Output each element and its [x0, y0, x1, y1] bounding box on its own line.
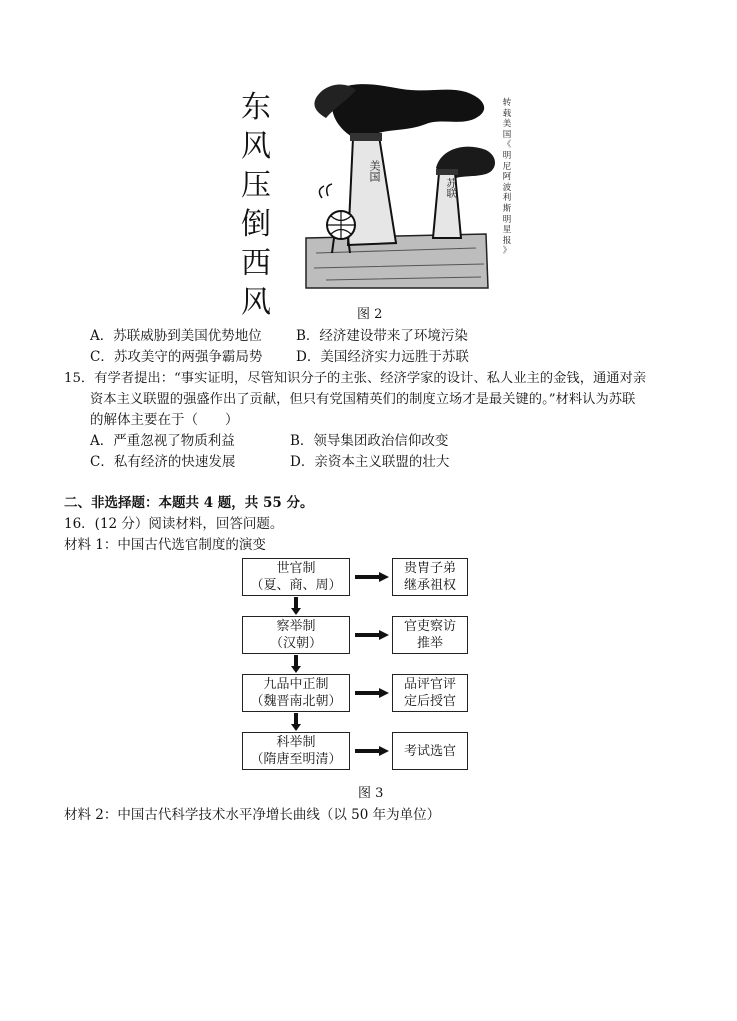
- q15-option-d: D．亲资本主义联盟的壮大: [290, 454, 450, 470]
- q15-option-c: C．私有经济的快速发展: [90, 454, 236, 470]
- source-char: 》: [502, 246, 512, 257]
- figure-3-caption: 图 3: [358, 786, 384, 801]
- ussr-chimney-label: 苏联: [444, 178, 455, 198]
- flow-right-line: 品评官评: [403, 677, 456, 692]
- flow-right-box-2: [392, 616, 468, 654]
- source-char: 阿: [502, 172, 512, 183]
- q16-stem: 16．(12 分）阅读材料，回答问题。: [64, 516, 284, 532]
- flow-left-era: （汉朝）: [269, 636, 322, 651]
- source-char: 《: [502, 140, 512, 151]
- cartoon-source: [500, 98, 514, 257]
- flow-right-arrow: [355, 572, 389, 582]
- figure-2-caption: 图 2: [357, 307, 383, 322]
- flow-left-box-4: [242, 732, 350, 770]
- flow-right-line: 官吏察访: [403, 619, 456, 634]
- q15-stem-line-1: 15．有学者提出：“事实证明，尽管知识分子的主张、经济学家的设计、私人业主的金钱，通通对亲: [64, 371, 647, 386]
- flow-down-arrow: [291, 713, 301, 731]
- source-char: 美: [502, 119, 512, 130]
- flow-right-box-4: [392, 732, 468, 770]
- title-char: 风: [241, 285, 271, 320]
- q15-stem-line-3: 的解体主要在于（ ）: [90, 412, 239, 428]
- flow-left-box-1: [242, 558, 350, 596]
- flow-left-box-2: [242, 616, 350, 654]
- source-char: 载: [502, 108, 512, 119]
- flow-right-arrow: [355, 630, 389, 640]
- title-char: 倒: [241, 207, 271, 242]
- source-char: 明: [502, 214, 512, 225]
- q15-option-b: B．领导集团政治信仰改变: [290, 433, 449, 449]
- q14-option-a: A．苏联威胁到美国优势地位: [90, 328, 262, 344]
- q14-option-c: C．苏攻美守的两强争霸局势: [90, 349, 263, 365]
- source-char: 转: [502, 98, 512, 108]
- source-char: 斯: [502, 203, 512, 214]
- cartoon-drawing: [236, 78, 522, 290]
- flow-right-line: 推举: [416, 636, 443, 651]
- flow-right-line: 考试选官: [403, 743, 456, 759]
- flow-right-arrow: [355, 746, 389, 756]
- flow-right-line: 贵胄子弟: [403, 561, 456, 576]
- section-2-heading: 二、非选择题：本题共 4 题，共 55 分。: [64, 495, 314, 511]
- q15-stem-line-2: 资本主义联盟的强盛作出了贡献，但只有党国精英们的制度立场才是最关键的。”材料认为苏联: [90, 392, 636, 407]
- flow-right-line: 继承祖权: [403, 578, 456, 593]
- flow-left-name: 九品中正制: [263, 677, 329, 692]
- source-char: 波: [502, 182, 512, 193]
- title-char: 压: [241, 168, 271, 203]
- flow-left-era: （夏、商、周）: [250, 578, 342, 593]
- q14-option-d: D．美国经济实力远胜于苏联: [296, 349, 469, 365]
- flow-down-arrow: [291, 655, 301, 673]
- material-1-title: 材料 1：中国古代选官制度的演变: [64, 537, 266, 553]
- source-char: 国: [502, 129, 512, 140]
- flow-right-line: 定后授官: [403, 694, 456, 709]
- flow-left-era: （隋唐至明清）: [250, 752, 342, 767]
- title-char: 风: [241, 129, 271, 164]
- flow-right-arrow: [355, 688, 389, 698]
- source-char: 星: [502, 225, 512, 236]
- source-char: 尼: [502, 161, 512, 172]
- flow-left-era: （魏晋南北朝）: [250, 694, 342, 709]
- flow-right-box-3: [392, 674, 468, 712]
- flow-left-name: 科举制: [276, 735, 316, 750]
- title-char: 东: [241, 90, 271, 125]
- q14-option-b: B．经济建设带来了环境污染: [296, 328, 468, 344]
- material-2-title: 材料 2：中国古代科学技术水平净增长曲线（以 50 年为单位）: [64, 807, 441, 823]
- q15-option-a: A．严重忽视了物质利益: [90, 433, 235, 449]
- title-char: 西: [241, 246, 271, 281]
- flow-right-box-1: [392, 558, 468, 596]
- source-char: 明: [502, 150, 512, 161]
- flow-left-box-3: [242, 674, 350, 712]
- us-chimney-label: 美国: [368, 160, 381, 182]
- flow-left-name: 察举制: [276, 619, 316, 634]
- source-char: 报: [502, 235, 512, 246]
- flow-left-name: 世官制: [276, 561, 316, 576]
- source-char: 利: [502, 193, 512, 204]
- flow-down-arrow: [291, 597, 301, 615]
